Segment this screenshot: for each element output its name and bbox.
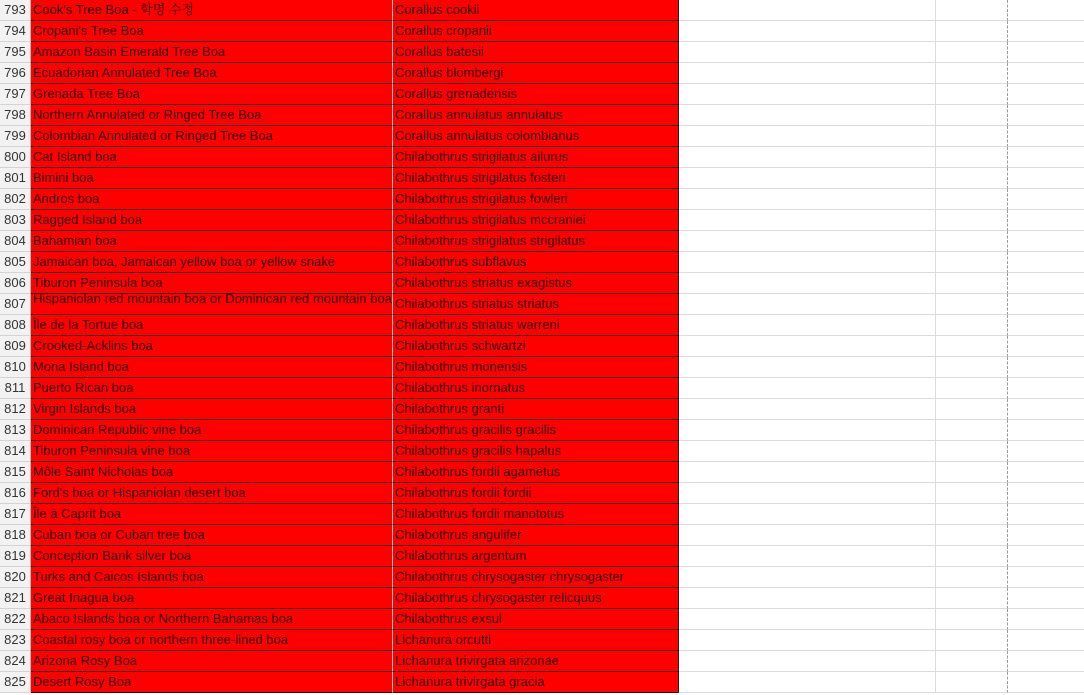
empty-cell[interactable]: [679, 588, 936, 609]
table-row: [0, 546, 1084, 567]
cell-scientific-name[interactable]: Lichanura trivirgata gracia: [393, 672, 679, 693]
empty-cell[interactable]: [679, 651, 936, 672]
row-header[interactable]: 814: [0, 441, 31, 462]
empty-cell[interactable]: [936, 189, 1008, 210]
row-header[interactable]: 799: [0, 126, 31, 147]
empty-cell[interactable]: [1008, 210, 1084, 231]
empty-cell[interactable]: [936, 567, 1008, 588]
row-header[interactable]: 823: [0, 630, 31, 651]
empty-cell[interactable]: [936, 546, 1008, 567]
row-header[interactable]: 819: [0, 546, 31, 567]
empty-cell[interactable]: [679, 42, 936, 63]
empty-cell[interactable]: [679, 84, 936, 105]
empty-cell[interactable]: [1008, 378, 1084, 399]
cell-common-name[interactable]: Bahamian boa: [31, 231, 393, 252]
row-header[interactable]: 821: [0, 588, 31, 609]
cell-common-name[interactable]: Jamaican boa, Jamaican yellow boa or yellow snake: [31, 252, 393, 273]
table-row: [0, 483, 1084, 504]
empty-cell[interactable]: [936, 483, 1008, 504]
row-header[interactable]: 818: [0, 525, 31, 546]
empty-cell[interactable]: [936, 357, 1008, 378]
empty-cell[interactable]: [936, 609, 1008, 630]
cell-common-name[interactable]: Hispaniolan red mountain boa or Dominican red mountain boa: [31, 294, 393, 315]
table-row: [0, 630, 1084, 651]
empty-cell[interactable]: [936, 252, 1008, 273]
empty-cell[interactable]: [936, 42, 1008, 63]
empty-cell[interactable]: [936, 504, 1008, 525]
table-row: [0, 567, 1084, 588]
empty-cell[interactable]: [1008, 231, 1084, 252]
empty-cell[interactable]: [1008, 0, 1084, 21]
row-header[interactable]: 794: [0, 21, 31, 42]
empty-cell[interactable]: [1008, 21, 1084, 42]
row-header[interactable]: 809: [0, 336, 31, 357]
empty-cell[interactable]: [679, 483, 936, 504]
row-header[interactable]: 793: [0, 0, 31, 21]
empty-cell[interactable]: [1008, 588, 1084, 609]
table-row: [0, 252, 1084, 273]
empty-cell[interactable]: [936, 441, 1008, 462]
cell-common-name[interactable]: Coastal rosy boa or northern three-lined boa: [31, 630, 393, 651]
table-row: [0, 378, 1084, 399]
empty-cell[interactable]: [936, 315, 1008, 336]
table-row: [0, 0, 1084, 21]
table-row: [0, 504, 1084, 525]
empty-cell[interactable]: [1008, 525, 1084, 546]
table-row: [0, 231, 1084, 252]
row-header[interactable]: 805: [0, 252, 31, 273]
empty-cell[interactable]: [1008, 336, 1084, 357]
empty-cell[interactable]: [936, 672, 1008, 693]
table-row: [0, 399, 1084, 420]
empty-cell[interactable]: [1008, 357, 1084, 378]
table-row: [0, 105, 1084, 126]
cell-scientific-name[interactable]: Chilabothrus argentum: [393, 546, 679, 567]
empty-cell[interactable]: [679, 420, 936, 441]
empty-cell[interactable]: [679, 567, 936, 588]
row-header[interactable]: 820: [0, 567, 31, 588]
row-header[interactable]: 804: [0, 231, 31, 252]
cell-scientific-name[interactable]: Lichanura trivirgata arizonae: [393, 651, 679, 672]
empty-cell[interactable]: [936, 210, 1008, 231]
row-header[interactable]: 825: [0, 672, 31, 693]
empty-cell[interactable]: [679, 672, 936, 693]
empty-cell[interactable]: [936, 630, 1008, 651]
row-header[interactable]: 801: [0, 168, 31, 189]
empty-cell[interactable]: [679, 189, 936, 210]
table-row: [0, 168, 1084, 189]
cell-common-name[interactable]: Cuban boa or Cuban tree boa: [31, 525, 393, 546]
empty-cell[interactable]: [1008, 546, 1084, 567]
cell-scientific-name[interactable]: Chilabothrus fordii fordii: [393, 483, 679, 504]
empty-cell[interactable]: [679, 462, 936, 483]
empty-cell[interactable]: [1008, 42, 1084, 63]
cell-scientific-name[interactable]: Chilabothrus angulifer: [393, 525, 679, 546]
cell-scientific-name[interactable]: Chilabothrus striatus exagistus: [393, 273, 679, 294]
row-header[interactable]: 797: [0, 84, 31, 105]
cell-scientific-name[interactable]: Corallus annulatus annulatus: [393, 105, 679, 126]
row-header[interactable]: 810: [0, 357, 31, 378]
empty-cell[interactable]: [936, 84, 1008, 105]
table-row: [0, 294, 1084, 315]
cell-scientific-name[interactable]: Chilabothrus strigilatus fowleri: [393, 189, 679, 210]
cell-common-name[interactable]: Arizona Rosy Boa: [31, 651, 393, 672]
empty-cell[interactable]: [679, 525, 936, 546]
empty-cell[interactable]: [679, 399, 936, 420]
table-row: [0, 42, 1084, 63]
empty-cell[interactable]: [936, 294, 1008, 315]
cell-common-name[interactable]: Turks and Caicos Islands boa: [31, 567, 393, 588]
cell-scientific-name[interactable]: Chilabothrus gracilis gracilis: [393, 420, 679, 441]
row-header[interactable]: 795: [0, 42, 31, 63]
row-header[interactable]: 798: [0, 105, 31, 126]
cell-scientific-name[interactable]: Chilabothrus chrysogaster chrysogaster: [393, 567, 679, 588]
empty-cell[interactable]: [679, 504, 936, 525]
row-header[interactable]: 806: [0, 273, 31, 294]
table-row: [0, 672, 1084, 693]
empty-cell[interactable]: [679, 357, 936, 378]
cell-common-name[interactable]: Puerto Rican boa: [31, 378, 393, 399]
empty-cell[interactable]: [679, 21, 936, 42]
empty-cell[interactable]: [1008, 630, 1084, 651]
empty-cell[interactable]: [679, 147, 936, 168]
cell-scientific-name[interactable]: Lichanura orcutti: [393, 630, 679, 651]
empty-cell[interactable]: [936, 588, 1008, 609]
empty-cell[interactable]: [936, 399, 1008, 420]
empty-cell[interactable]: [679, 609, 936, 630]
cell-scientific-name[interactable]: Chilabothrus inornatus: [393, 378, 679, 399]
empty-cell[interactable]: [679, 210, 936, 231]
empty-cell[interactable]: [936, 63, 1008, 84]
empty-cell[interactable]: [1008, 126, 1084, 147]
empty-cell[interactable]: [1008, 105, 1084, 126]
empty-cell[interactable]: [1008, 462, 1084, 483]
empty-cell[interactable]: [936, 462, 1008, 483]
table-row: [0, 420, 1084, 441]
empty-cell[interactable]: [679, 273, 936, 294]
cell-scientific-name[interactable]: Chilabothrus subflavus: [393, 252, 679, 273]
empty-cell[interactable]: [1008, 441, 1084, 462]
cell-common-name[interactable]: Crooked-Acklins boa: [31, 336, 393, 357]
empty-cell[interactable]: [1008, 672, 1084, 693]
empty-cell[interactable]: [936, 525, 1008, 546]
empty-cell[interactable]: [1008, 483, 1084, 504]
cell-common-name[interactable]: Amazon Basin Emerald Tree Boa: [31, 42, 393, 63]
row-header[interactable]: 796: [0, 63, 31, 84]
cell-scientific-name[interactable]: Chilabothrus exsul: [393, 609, 679, 630]
cell-common-name[interactable]: Dominican Republic vine boa: [31, 420, 393, 441]
cell-common-name[interactable]: Ragged Island boa: [31, 210, 393, 231]
cell-common-name[interactable]: Andros boa: [31, 189, 393, 210]
cell-common-name[interactable]: Tiburon Peninsula vine boa: [31, 441, 393, 462]
row-header[interactable]: 815: [0, 462, 31, 483]
cell-common-name[interactable]: Cat Island boa: [31, 147, 393, 168]
row-header[interactable]: 811: [0, 378, 31, 399]
cell-scientific-name[interactable]: Corallus cookii: [393, 0, 679, 21]
cell-scientific-name[interactable]: Corallus annulatus colombianus: [393, 126, 679, 147]
cell-scientific-name[interactable]: Chilabothrus fordii agametus: [393, 462, 679, 483]
cell-scientific-name[interactable]: Chilabothrus chrysogaster relicquus: [393, 588, 679, 609]
table-row: [0, 147, 1084, 168]
table-row: [0, 336, 1084, 357]
empty-cell[interactable]: [1008, 420, 1084, 441]
empty-cell[interactable]: [936, 21, 1008, 42]
empty-cell[interactable]: [679, 294, 936, 315]
empty-cell[interactable]: [936, 651, 1008, 672]
empty-cell[interactable]: [1008, 651, 1084, 672]
empty-cell[interactable]: [679, 0, 936, 21]
empty-cell[interactable]: [679, 315, 936, 336]
empty-cell[interactable]: [679, 252, 936, 273]
cell-common-name[interactable]: Cook's Tree Boa - 학명 수정: [31, 0, 393, 21]
empty-cell[interactable]: [1008, 84, 1084, 105]
row-header[interactable]: 803: [0, 210, 31, 231]
table-row: [0, 525, 1084, 546]
empty-cell[interactable]: [679, 231, 936, 252]
empty-cell[interactable]: [679, 126, 936, 147]
empty-cell[interactable]: [1008, 168, 1084, 189]
empty-cell[interactable]: [1008, 609, 1084, 630]
table-row: [0, 210, 1084, 231]
empty-cell[interactable]: [936, 231, 1008, 252]
cell-common-name[interactable]: Great Inagua boa: [31, 588, 393, 609]
cell-scientific-name[interactable]: Chilabothrus strigilatus strigilatus: [393, 231, 679, 252]
empty-cell[interactable]: [1008, 273, 1084, 294]
empty-cell[interactable]: [679, 441, 936, 462]
empty-cell[interactable]: [936, 378, 1008, 399]
cell-common-name[interactable]: Cropani's Tree Boa: [31, 21, 393, 42]
table-row: [0, 126, 1084, 147]
cell-common-name[interactable]: Tiburon Peninsula boa: [31, 273, 393, 294]
empty-cell[interactable]: [936, 273, 1008, 294]
cell-common-name[interactable]: Colombian Annulated or Ringed Tree Boa: [31, 126, 393, 147]
cell-scientific-name[interactable]: Chilabothrus striatus striatus: [393, 294, 679, 315]
cell-common-name[interactable]: Môle Saint Nicholas boa: [31, 462, 393, 483]
row-header[interactable]: 808: [0, 315, 31, 336]
row-header[interactable]: 800: [0, 147, 31, 168]
row-header[interactable]: 817: [0, 504, 31, 525]
cell-scientific-name[interactable]: Chilabothrus schwartzi: [393, 336, 679, 357]
empty-cell[interactable]: [1008, 252, 1084, 273]
cell-common-name[interactable]: Bimini boa: [31, 168, 393, 189]
cell-common-name[interactable]: Conception Bank silver boa: [31, 546, 393, 567]
table-row: [0, 189, 1084, 210]
cell-common-name[interactable]: Abaco Islands boa or Northern Bahamas boa: [31, 609, 393, 630]
table-row: [0, 63, 1084, 84]
empty-cell[interactable]: [936, 336, 1008, 357]
table-row: [0, 273, 1084, 294]
cell-common-name[interactable]: Mona Island boa: [31, 357, 393, 378]
empty-cell[interactable]: [1008, 63, 1084, 84]
cell-scientific-name[interactable]: Chilabothrus striatus warreni: [393, 315, 679, 336]
cell-common-name[interactable]: Desert Rosy Boa: [31, 672, 393, 693]
table-row: [0, 588, 1084, 609]
cell-scientific-name[interactable]: Corallus batesii: [393, 42, 679, 63]
empty-cell[interactable]: [1008, 504, 1084, 525]
cell-scientific-name[interactable]: Corallus blombergi: [393, 63, 679, 84]
empty-cell[interactable]: [1008, 315, 1084, 336]
empty-cell[interactable]: [679, 336, 936, 357]
empty-cell[interactable]: [1008, 294, 1084, 315]
empty-cell[interactable]: [1008, 147, 1084, 168]
cell-scientific-name[interactable]: Chilabothrus granti: [393, 399, 679, 420]
row-header[interactable]: 813: [0, 420, 31, 441]
empty-cell[interactable]: [679, 630, 936, 651]
empty-cell[interactable]: [679, 168, 936, 189]
table-row: [0, 441, 1084, 462]
row-header[interactable]: 812: [0, 399, 31, 420]
empty-cell[interactable]: [936, 147, 1008, 168]
cell-common-name[interactable]: Grenada Tree Boa: [31, 84, 393, 105]
cell-common-name[interactable]: Île de la Tortue boa: [31, 315, 393, 336]
cell-scientific-name[interactable]: Chilabothrus gracilis hapalus: [393, 441, 679, 462]
cell-scientific-name[interactable]: Chilabothrus fordii manototus: [393, 504, 679, 525]
empty-cell[interactable]: [1008, 567, 1084, 588]
table-row: [0, 462, 1084, 483]
empty-cell[interactable]: [679, 105, 936, 126]
empty-cell[interactable]: [936, 168, 1008, 189]
table-row: [0, 315, 1084, 336]
empty-cell[interactable]: [679, 63, 936, 84]
row-header[interactable]: 822: [0, 609, 31, 630]
empty-cell[interactable]: [1008, 399, 1084, 420]
table-row: [0, 609, 1084, 630]
empty-cell[interactable]: [1008, 189, 1084, 210]
cell-common-name[interactable]: Île à Caprit boa: [31, 504, 393, 525]
empty-cell[interactable]: [936, 126, 1008, 147]
cell-common-name[interactable]: Ecuadorian Annulated Tree Boa: [31, 63, 393, 84]
cell-scientific-name[interactable]: Corallus cropanii: [393, 21, 679, 42]
cell-scientific-name[interactable]: Chilabothrus monensis: [393, 357, 679, 378]
cell-scientific-name[interactable]: Chilabothrus strigilatus fosteri: [393, 168, 679, 189]
cell-scientific-name[interactable]: Chilabothrus strigilatus mccraniei: [393, 210, 679, 231]
empty-cell[interactable]: [936, 420, 1008, 441]
row-header[interactable]: 807: [0, 294, 31, 315]
row-header[interactable]: 802: [0, 189, 31, 210]
cell-scientific-name[interactable]: Corallus grenadensis: [393, 84, 679, 105]
cell-common-name[interactable]: Ford's boa or Hispaniolan desert boa: [31, 483, 393, 504]
table-row: [0, 84, 1084, 105]
empty-cell[interactable]: [679, 546, 936, 567]
table-row: [0, 357, 1084, 378]
table-row: [0, 21, 1084, 42]
row-header[interactable]: 816: [0, 483, 31, 504]
cell-common-name[interactable]: Virgin Islands boa: [31, 399, 393, 420]
empty-cell[interactable]: [936, 0, 1008, 21]
cell-common-name[interactable]: Northern Annulated or Ringed Tree Boa: [31, 105, 393, 126]
empty-cell[interactable]: [936, 105, 1008, 126]
row-header[interactable]: 824: [0, 651, 31, 672]
table-row: [0, 651, 1084, 672]
cell-scientific-name[interactable]: Chilabothrus strigilatus ailurus: [393, 147, 679, 168]
empty-cell[interactable]: [679, 378, 936, 399]
